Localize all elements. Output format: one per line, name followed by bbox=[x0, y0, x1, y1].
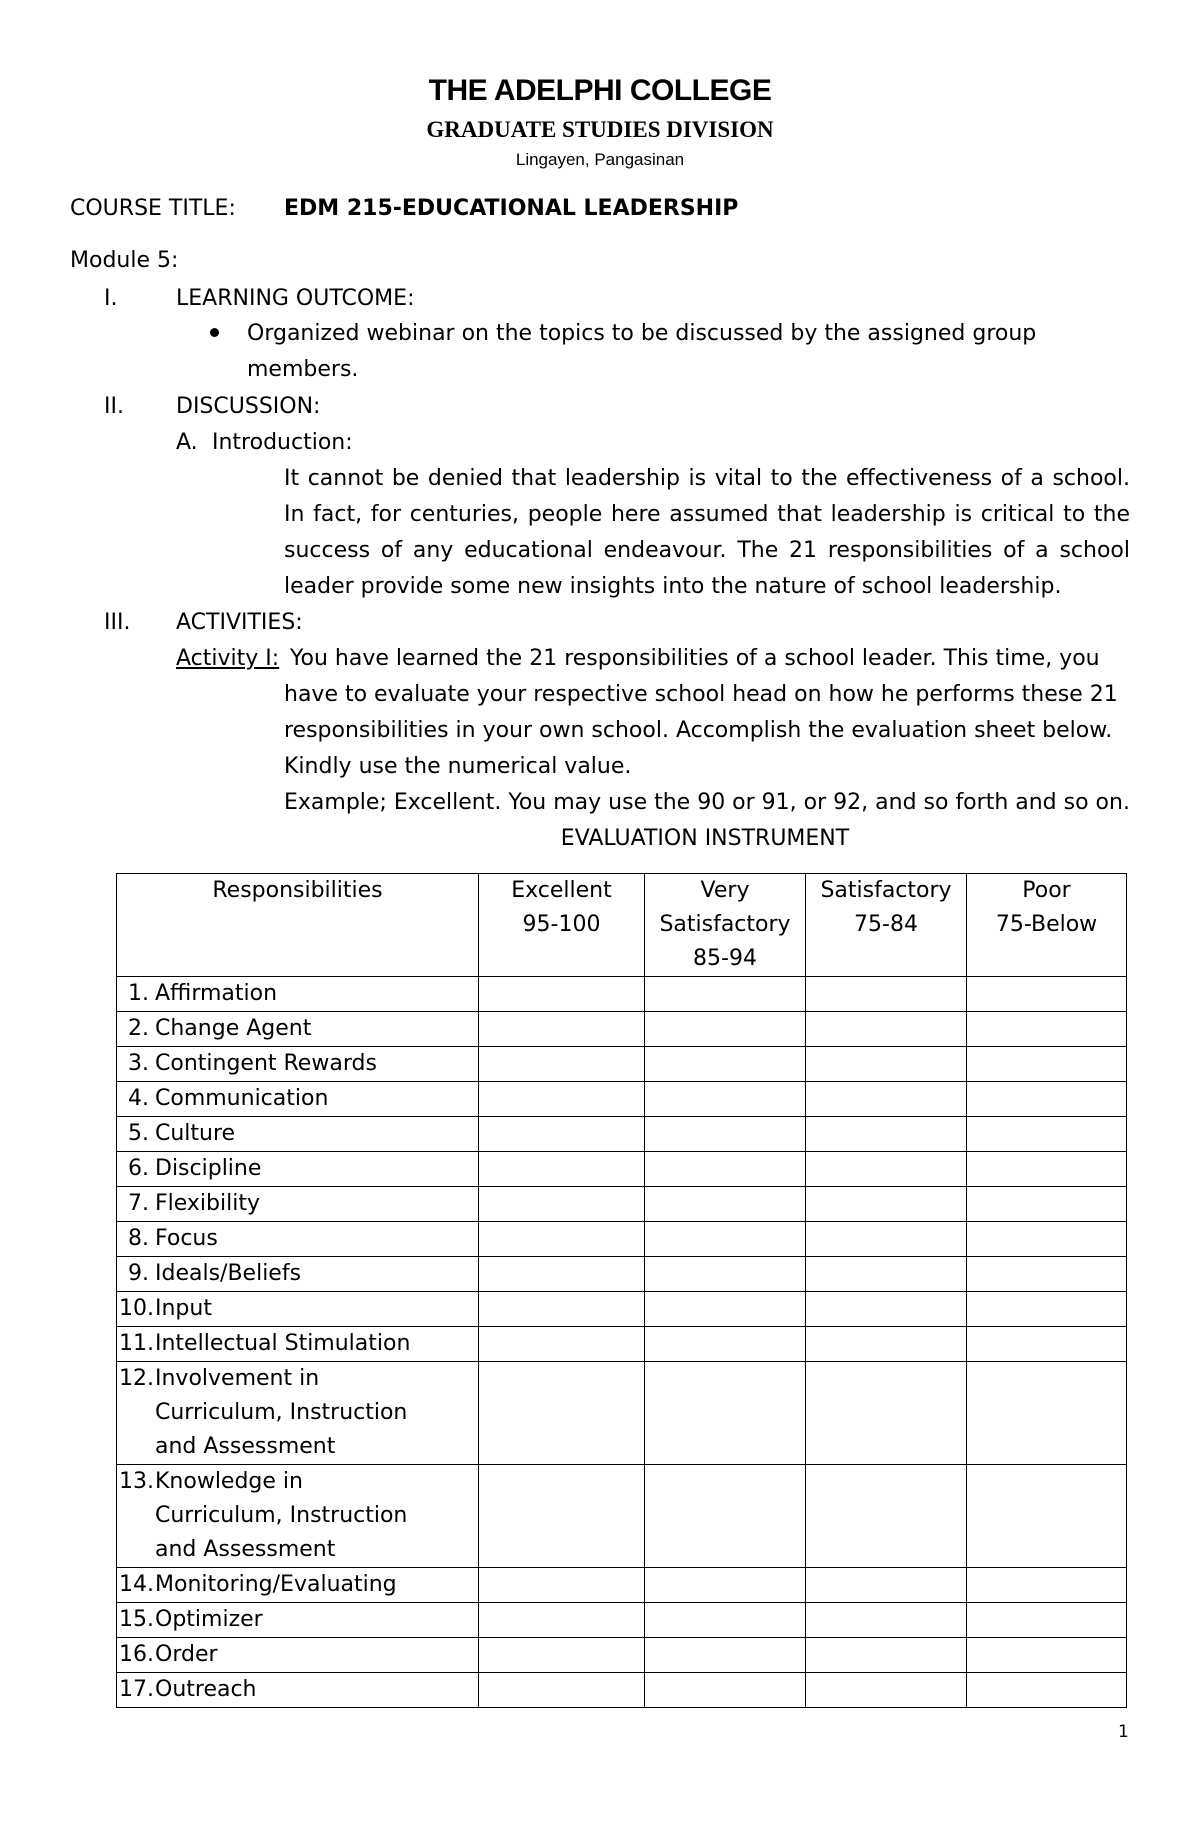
rating-cell-excellent[interactable] bbox=[479, 1568, 645, 1603]
responsibility-number: 6. bbox=[128, 1156, 149, 1181]
responsibility-number: 16. bbox=[119, 1642, 154, 1667]
rating-cell-poor[interactable] bbox=[967, 1568, 1127, 1603]
responsibility-number: 1. bbox=[128, 981, 149, 1006]
responsibility-name bbox=[155, 1673, 257, 1707]
table-row bbox=[117, 1327, 1127, 1362]
responsibility-number: 8. bbox=[128, 1226, 149, 1251]
rating-cell-excellent[interactable] bbox=[479, 1012, 645, 1047]
responsibility-name bbox=[155, 1327, 410, 1361]
rating-cell-very-satisfactory[interactable] bbox=[645, 977, 806, 1012]
rating-cell-very-satisfactory[interactable] bbox=[645, 1222, 806, 1257]
rating-cell-satisfactory[interactable] bbox=[806, 1638, 967, 1673]
responsibility-name-line: Knowledge in bbox=[155, 1469, 303, 1494]
rating-cell-poor[interactable] bbox=[967, 1012, 1127, 1047]
rating-cell-satisfactory[interactable] bbox=[806, 1117, 967, 1152]
responsibility-cell bbox=[117, 1082, 479, 1117]
rating-cell-very-satisfactory[interactable] bbox=[645, 1152, 806, 1187]
introduction-line-2: In fact, for centuries, people here assumed that leadership is critical to the bbox=[284, 502, 1130, 527]
rating-cell-satisfactory[interactable] bbox=[806, 1673, 967, 1708]
responsibility-number: 13. bbox=[119, 1469, 154, 1494]
rating-cell-excellent[interactable] bbox=[479, 1327, 645, 1362]
rating-cell-satisfactory[interactable] bbox=[806, 1465, 967, 1568]
learning-outcome-text-1: Organized webinar on the topics to be discussed by the assigned group bbox=[247, 321, 1037, 346]
section-numeral-3: III. bbox=[104, 610, 131, 635]
rating-cell-poor[interactable] bbox=[967, 1047, 1127, 1082]
learning-outcome-heading: LEARNING OUTCOME: bbox=[176, 286, 415, 311]
responsibility-name bbox=[155, 1117, 235, 1151]
table-row bbox=[117, 977, 1127, 1012]
college-name: THE ADELPHI COLLEGE bbox=[428, 74, 772, 107]
activity-line-5: Example; Excellent. You may use the 90 or 91, or 92, and so forth and so on. bbox=[284, 790, 1130, 815]
responsibility-number: 10. bbox=[119, 1296, 154, 1321]
responsibility-cell bbox=[117, 1362, 479, 1465]
rating-cell-satisfactory[interactable] bbox=[806, 1082, 967, 1117]
rating-cell-very-satisfactory[interactable] bbox=[645, 1638, 806, 1673]
responsibility-cell bbox=[117, 1187, 479, 1222]
responsibility-cell bbox=[117, 977, 479, 1012]
introduction-line-4: leader provide some new insights into the nature of school leadership. bbox=[284, 574, 1062, 599]
discussion-sub-label: A. bbox=[176, 430, 198, 455]
division-title: GRADUATE STUDIES DIVISION bbox=[426, 117, 774, 142]
table-row bbox=[117, 1257, 1127, 1292]
responsibility-cell bbox=[117, 1012, 479, 1047]
rating-cell-poor[interactable] bbox=[967, 1152, 1127, 1187]
rating-cell-satisfactory[interactable] bbox=[806, 1257, 967, 1292]
responsibility-cell bbox=[117, 1292, 479, 1327]
rating-cell-poor[interactable] bbox=[967, 1673, 1127, 1708]
activity-line-2: have to evaluate your respective school head on how he performs these 21 bbox=[284, 682, 1118, 707]
responsibility-name-line: Input bbox=[155, 1296, 212, 1321]
rating-cell-very-satisfactory[interactable] bbox=[645, 1673, 806, 1708]
rating-cell-excellent[interactable] bbox=[479, 1362, 645, 1465]
responsibility-cell bbox=[117, 1047, 479, 1082]
responsibility-name-line: Optimizer bbox=[155, 1607, 263, 1632]
responsibility-name-line: and Assessment bbox=[155, 1434, 336, 1459]
table-row bbox=[117, 1152, 1127, 1187]
activity-label: Activity I: bbox=[176, 646, 280, 671]
rating-cell-very-satisfactory[interactable] bbox=[645, 1047, 806, 1082]
responsibility-name bbox=[155, 1257, 301, 1291]
rating-cell-satisfactory[interactable] bbox=[806, 1047, 967, 1082]
responsibility-name-line: Monitoring/Evaluating bbox=[155, 1572, 397, 1597]
responsibility-number: 17. bbox=[119, 1677, 154, 1702]
responsibility-name-line: Order bbox=[155, 1642, 218, 1667]
section-numeral-1: I. bbox=[104, 286, 118, 311]
rating-cell-poor[interactable] bbox=[967, 1292, 1127, 1327]
rating-cell-satisfactory[interactable] bbox=[806, 977, 967, 1012]
table-header-row bbox=[117, 874, 1127, 977]
table-row bbox=[117, 1222, 1127, 1257]
responsibility-name bbox=[155, 1012, 311, 1046]
table-row bbox=[117, 1117, 1127, 1152]
activities-heading: ACTIVITIES: bbox=[176, 610, 303, 635]
rating-cell-very-satisfactory[interactable] bbox=[645, 1327, 806, 1362]
evaluation-table bbox=[116, 873, 1127, 1708]
responsibility-name bbox=[155, 1362, 407, 1464]
header-very-range: 85-94 bbox=[693, 946, 757, 971]
responsibility-name-line: Involvement in bbox=[155, 1366, 320, 1391]
introduction-heading: Introduction: bbox=[212, 430, 353, 455]
responsibility-name-line: Discipline bbox=[155, 1156, 262, 1181]
header-very-satisfactory bbox=[645, 874, 806, 977]
responsibility-cell bbox=[117, 1465, 479, 1568]
rating-cell-very-satisfactory[interactable] bbox=[645, 1012, 806, 1047]
responsibility-name-line: Focus bbox=[155, 1226, 218, 1251]
table-row bbox=[117, 1047, 1127, 1082]
rating-cell-excellent[interactable] bbox=[479, 1047, 645, 1082]
rating-cell-satisfactory[interactable] bbox=[806, 1292, 967, 1327]
rating-cell-excellent[interactable] bbox=[479, 1603, 645, 1638]
responsibility-name-line: Culture bbox=[155, 1121, 236, 1146]
rating-cell-very-satisfactory[interactable] bbox=[645, 1257, 806, 1292]
rating-cell-satisfactory[interactable] bbox=[806, 1012, 967, 1047]
header-poor bbox=[967, 874, 1127, 977]
rating-cell-poor[interactable] bbox=[967, 1638, 1127, 1673]
responsibility-name bbox=[155, 1292, 212, 1326]
college-location: Lingayen, Pangasinan bbox=[515, 150, 685, 169]
responsibility-number: 2. bbox=[128, 1016, 149, 1041]
header-excellent-label: Excellent bbox=[511, 878, 612, 903]
responsibility-name-line: Flexibility bbox=[155, 1191, 260, 1216]
header-responsibilities bbox=[117, 874, 479, 977]
responsibility-number: 9. bbox=[128, 1261, 149, 1286]
responsibility-cell bbox=[117, 1327, 479, 1362]
course-title-value: EDM 215-EDUCATIONAL LEADERSHIP bbox=[284, 196, 739, 221]
rating-cell-poor[interactable] bbox=[967, 977, 1127, 1012]
responsibility-name bbox=[155, 1222, 218, 1256]
responsibility-number: 14. bbox=[119, 1572, 154, 1597]
responsibility-name bbox=[155, 1047, 377, 1081]
table-row bbox=[117, 1292, 1127, 1327]
rating-cell-poor[interactable] bbox=[967, 1603, 1127, 1638]
rating-cell-satisfactory[interactable] bbox=[806, 1327, 967, 1362]
responsibility-name bbox=[155, 1082, 328, 1116]
rating-cell-very-satisfactory[interactable] bbox=[645, 1117, 806, 1152]
responsibility-name-line: Intellectual Stimulation bbox=[155, 1331, 411, 1356]
responsibility-name-line: Curriculum, Instruction bbox=[155, 1400, 408, 1425]
section-numeral-2: II. bbox=[104, 394, 124, 419]
rating-cell-satisfactory[interactable] bbox=[806, 1568, 967, 1603]
responsibility-cell bbox=[117, 1638, 479, 1673]
responsibility-name bbox=[155, 977, 277, 1011]
rating-cell-excellent[interactable] bbox=[479, 1187, 645, 1222]
rating-cell-excellent[interactable] bbox=[479, 1222, 645, 1257]
rating-cell-satisfactory[interactable] bbox=[806, 1187, 967, 1222]
course-title-label: COURSE TITLE: bbox=[70, 196, 236, 221]
page-number: 1 bbox=[1118, 1722, 1129, 1742]
header-excellent bbox=[479, 874, 645, 977]
rating-cell-very-satisfactory[interactable] bbox=[645, 1187, 806, 1222]
responsibility-cell bbox=[117, 1603, 479, 1638]
rating-cell-satisfactory[interactable] bbox=[806, 1603, 967, 1638]
discussion-heading: DISCUSSION: bbox=[176, 394, 321, 419]
responsibility-cell bbox=[117, 1673, 479, 1708]
responsibility-name-line: Outreach bbox=[155, 1677, 257, 1702]
header-satisfactory-range: 75-84 bbox=[854, 912, 918, 937]
table-row bbox=[117, 1082, 1127, 1117]
table-row bbox=[117, 1362, 1127, 1465]
header-poor-label: Poor bbox=[1022, 878, 1071, 903]
table-row bbox=[117, 1568, 1127, 1603]
responsibility-cell bbox=[117, 1257, 479, 1292]
table-row bbox=[117, 1638, 1127, 1673]
rating-cell-very-satisfactory[interactable] bbox=[645, 1568, 806, 1603]
rating-cell-excellent[interactable] bbox=[479, 1257, 645, 1292]
rating-cell-excellent[interactable] bbox=[479, 977, 645, 1012]
table-row bbox=[117, 1603, 1127, 1638]
responsibility-cell bbox=[117, 1152, 479, 1187]
responsibility-cell bbox=[117, 1117, 479, 1152]
activity-line-3: responsibilities in your own school. Accomplish the evaluation sheet below. bbox=[284, 718, 1113, 743]
header-poor-range: 75-Below bbox=[995, 912, 1098, 937]
rating-cell-very-satisfactory[interactable] bbox=[645, 1603, 806, 1638]
table-row bbox=[117, 1187, 1127, 1222]
rating-cell-satisfactory[interactable] bbox=[806, 1152, 967, 1187]
rating-cell-very-satisfactory[interactable] bbox=[645, 1082, 806, 1117]
rating-cell-poor[interactable] bbox=[967, 1187, 1127, 1222]
rating-cell-poor[interactable] bbox=[967, 1327, 1127, 1362]
responsibility-cell bbox=[117, 1568, 479, 1603]
module-label: Module 5: bbox=[70, 248, 179, 273]
responsibility-number: 11. bbox=[119, 1331, 154, 1356]
rating-cell-poor[interactable] bbox=[967, 1117, 1127, 1152]
responsibility-name bbox=[155, 1638, 218, 1672]
header-very-label-2: Satisfactory bbox=[659, 912, 791, 937]
rating-cell-excellent[interactable] bbox=[479, 1082, 645, 1117]
rating-cell-poor[interactable] bbox=[967, 1257, 1127, 1292]
responsibility-name-line: Change Agent bbox=[155, 1016, 312, 1041]
responsibility-name-line: Communication bbox=[155, 1086, 329, 1111]
table-row bbox=[117, 1012, 1127, 1047]
rating-cell-excellent[interactable] bbox=[479, 1292, 645, 1327]
responsibility-name bbox=[155, 1187, 260, 1221]
rating-cell-satisfactory[interactable] bbox=[806, 1362, 967, 1465]
responsibility-name-line: Ideals/Beliefs bbox=[155, 1261, 302, 1286]
responsibility-name-line: and Assessment bbox=[155, 1537, 336, 1562]
activity-line-1: You have learned the 21 responsibilities of a school leader. This time, you bbox=[290, 646, 1100, 671]
responsibility-number: 5. bbox=[128, 1121, 149, 1146]
responsibility-name bbox=[155, 1603, 263, 1637]
rating-cell-very-satisfactory[interactable] bbox=[645, 1465, 806, 1568]
responsibility-number: 4. bbox=[128, 1086, 149, 1111]
rating-cell-poor[interactable] bbox=[967, 1465, 1127, 1568]
introduction-line-3: success of any educational endeavour. The 21 responsibilities of a school bbox=[284, 538, 1130, 563]
evaluation-instrument-title: EVALUATION INSTRUMENT bbox=[560, 826, 850, 851]
rating-cell-very-satisfactory[interactable] bbox=[645, 1362, 806, 1465]
responsibility-number: 15. bbox=[119, 1607, 154, 1632]
bullet-icon bbox=[210, 328, 219, 337]
rating-cell-excellent[interactable] bbox=[479, 1465, 645, 1568]
responsibility-name bbox=[155, 1568, 397, 1602]
rating-cell-very-satisfactory[interactable] bbox=[645, 1292, 806, 1327]
header-very-label: Very bbox=[700, 878, 750, 903]
header-excellent-range: 95-100 bbox=[522, 912, 601, 937]
learning-outcome-text-2: members. bbox=[247, 357, 359, 382]
rating-cell-poor[interactable] bbox=[967, 1082, 1127, 1117]
header-satisfactory bbox=[806, 874, 967, 977]
responsibility-name-line: Affirmation bbox=[155, 981, 278, 1006]
rating-cell-poor[interactable] bbox=[967, 1222, 1127, 1257]
responsibility-name-line: Contingent Rewards bbox=[155, 1051, 377, 1076]
table-row bbox=[117, 1673, 1127, 1708]
rating-cell-excellent[interactable] bbox=[479, 1117, 645, 1152]
table-row bbox=[117, 1465, 1127, 1568]
header-responsibilities-label: Responsibilities bbox=[212, 878, 383, 903]
rating-cell-satisfactory[interactable] bbox=[806, 1222, 967, 1257]
responsibility-cell bbox=[117, 1222, 479, 1257]
rating-cell-excellent[interactable] bbox=[479, 1638, 645, 1673]
rating-cell-excellent[interactable] bbox=[479, 1152, 645, 1187]
responsibility-name bbox=[155, 1152, 261, 1186]
header-satisfactory-label: Satisfactory bbox=[820, 878, 952, 903]
rating-cell-excellent[interactable] bbox=[479, 1673, 645, 1708]
responsibility-number: 7. bbox=[128, 1191, 149, 1216]
responsibility-name-line: Curriculum, Instruction bbox=[155, 1503, 408, 1528]
responsibility-number: 12. bbox=[119, 1366, 154, 1391]
rating-cell-poor[interactable] bbox=[967, 1362, 1127, 1465]
responsibility-number: 3. bbox=[128, 1051, 149, 1076]
introduction-line-1: It cannot be denied that leadership is vital to the effectiveness of a school. bbox=[284, 466, 1130, 491]
evaluation-table-body bbox=[117, 977, 1127, 1708]
responsibility-name bbox=[155, 1465, 407, 1567]
activity-line-4: Kindly use the numerical value. bbox=[284, 754, 632, 779]
